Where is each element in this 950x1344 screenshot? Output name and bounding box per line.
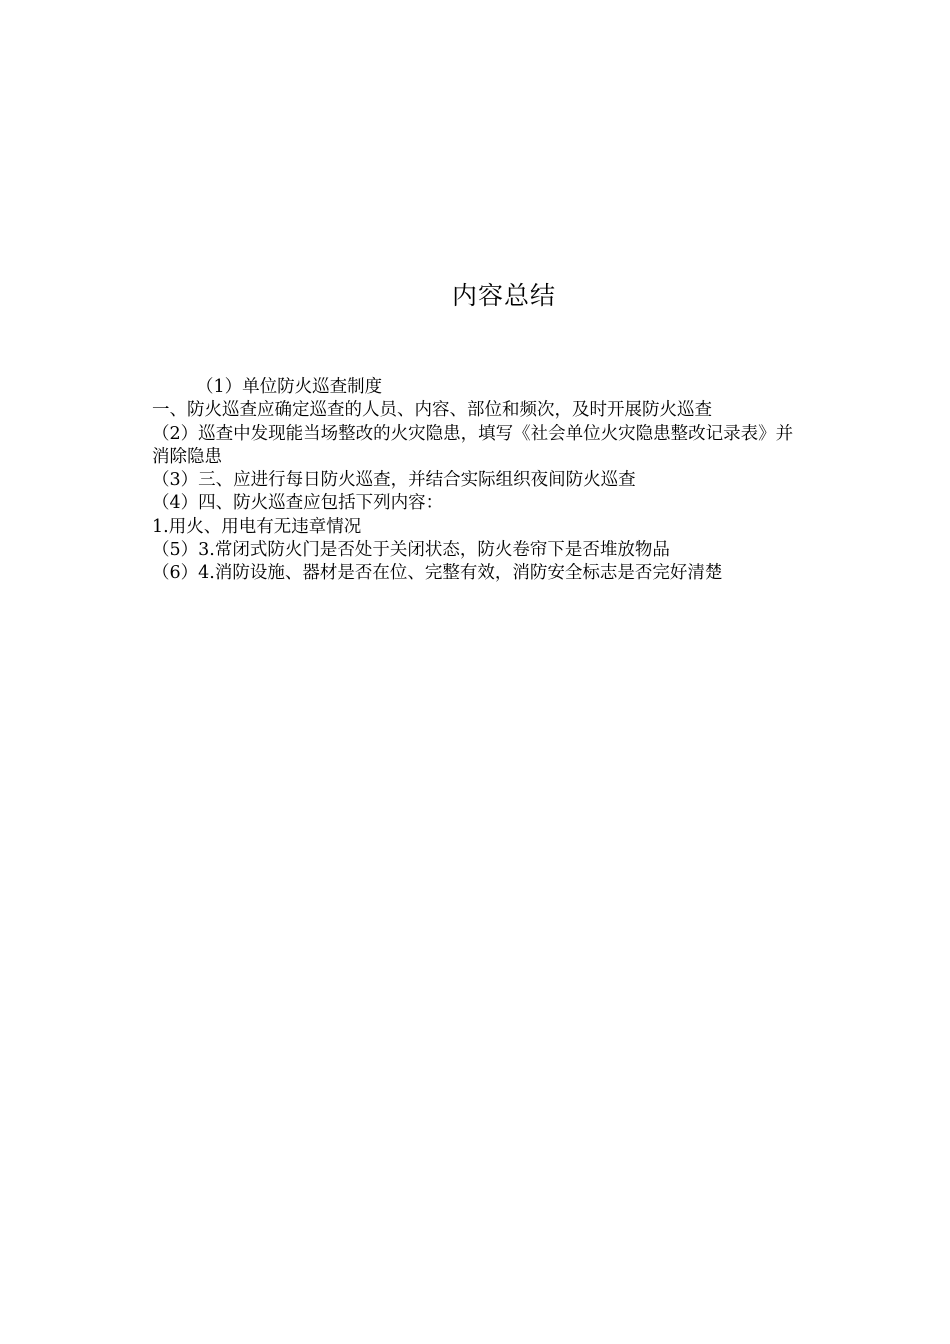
paragraph-3: （2）巡查中发现能当场整改的火灾隐患，填写《社会单位火灾隐患整改记录表》并消除隐患 [152,423,794,467]
paragraph-5: （4）四、防火巡查应包括下列内容： [152,493,444,514]
paragraph-6: 1.用火、用电有无违章情况 [152,516,362,537]
document-title: 内容总结 [451,281,556,310]
paragraph-7: （5）3.常闭式防火门是否处于关闭状态，防火卷帘下是否堆放物品 [152,540,670,561]
paragraph-1: （1）单位防火巡查制度 [196,377,383,397]
paragraph-4: （3）三、应进行每日防火巡查，并结合实际组织夜间防火巡查 [152,470,636,491]
document-body [152,376,802,586]
paragraph-2: 一、防火巡查应确定巡查的人员、内容、部位和频次，及时开展防火巡查 [152,400,712,421]
paragraph-8: （6）4.消防设施、器材是否在位、完整有效，消防安全标志是否完好清楚 [152,563,723,584]
